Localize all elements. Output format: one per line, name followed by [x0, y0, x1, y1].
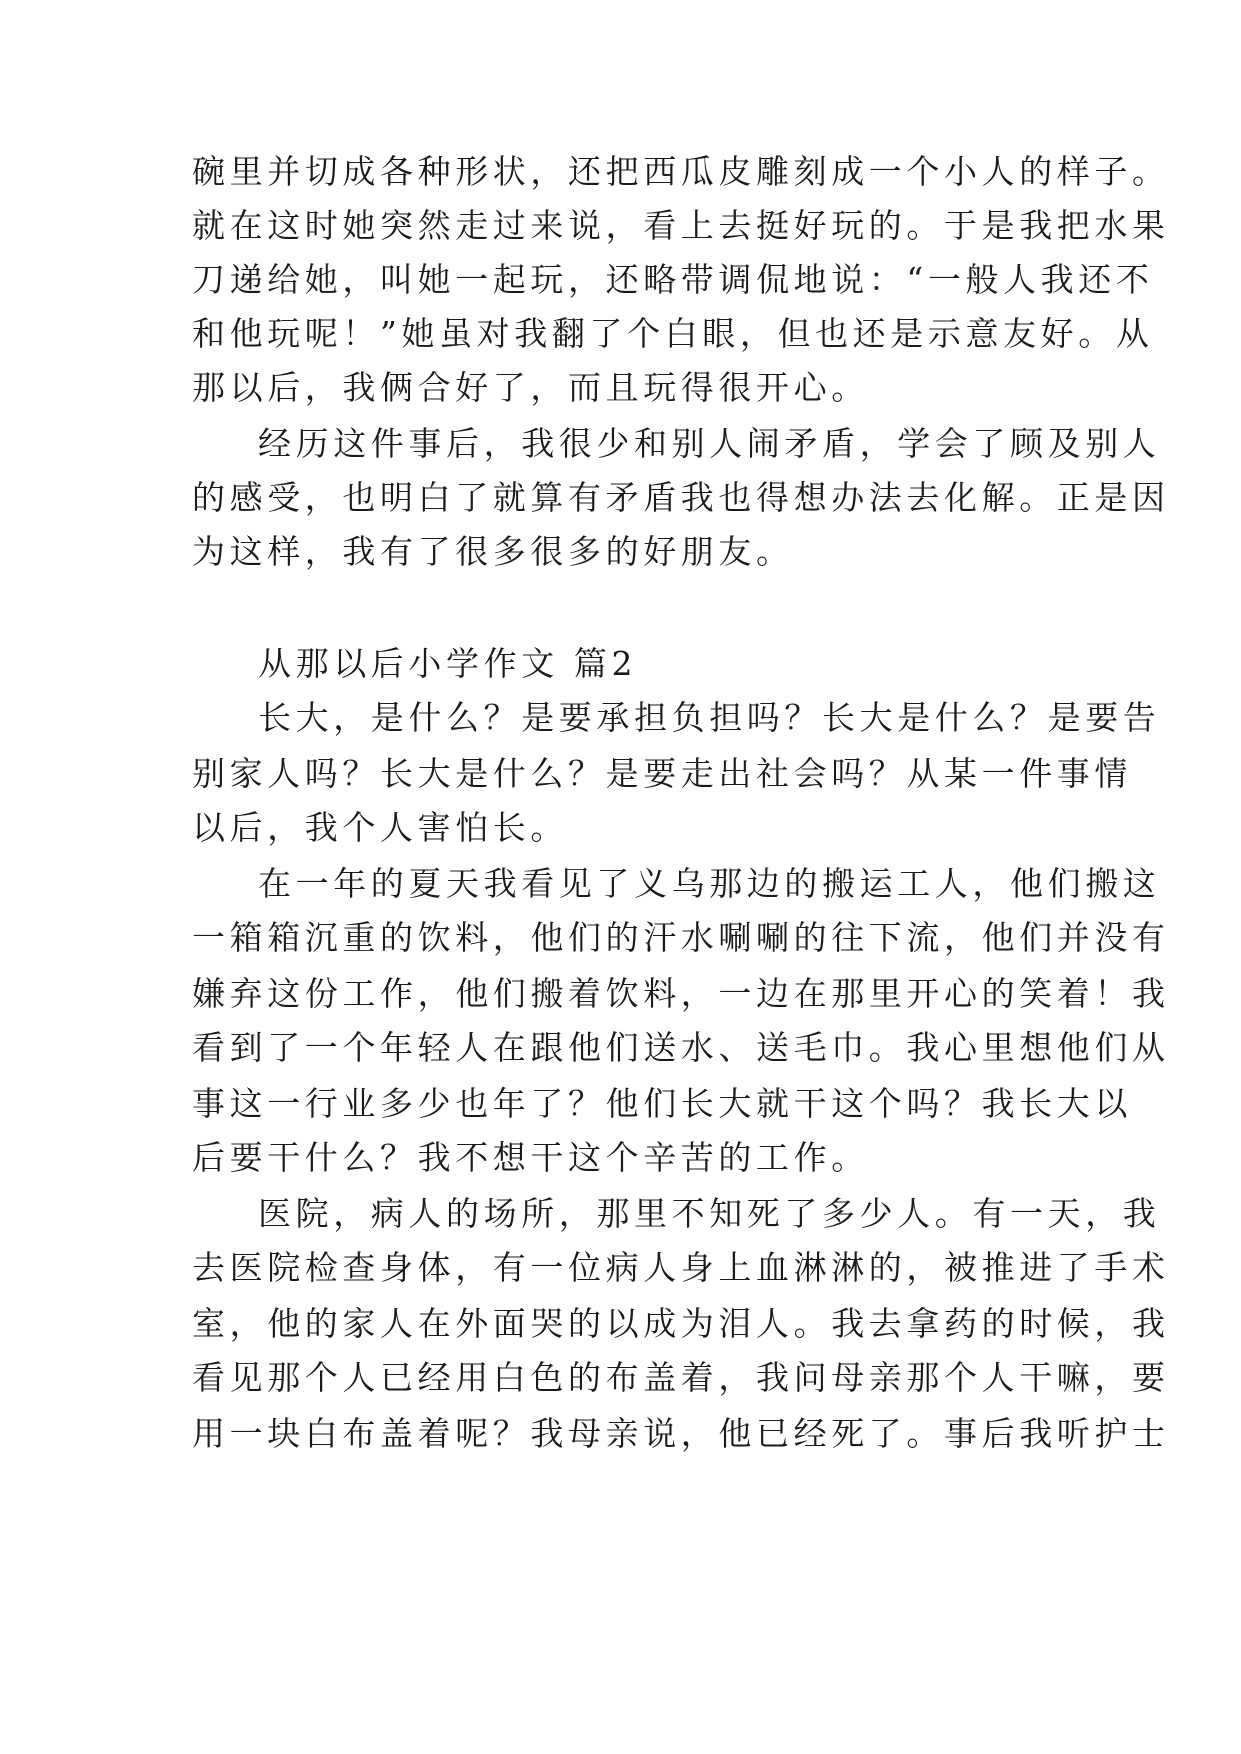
paragraph-4-line-4: 看到了一个年轻人在跟他们送水、送毛巾。我心里想他们从 — [192, 1028, 1170, 1067]
paragraph-4-line-6: 后要干什么？我不想干这个辛苦的工作。 — [192, 1138, 869, 1177]
paragraph-5-line-1: 医院，病人的场所，那里不知死了多少人。有一天，我 — [258, 1194, 1161, 1233]
paragraph-4-line-3: 嫌弃这份工作，他们搬着饮料，一边在那里开心的笑着！我 — [192, 974, 1170, 1013]
paragraph-1-line-1: 碗里并切成各种形状，还把西瓜皮雕刻成一个小人的样子。 — [192, 152, 1170, 191]
paragraph-2-line-3: 为这样，我有了很多很多的好朋友。 — [192, 532, 794, 571]
paragraph-5-line-3: 室，他的家人在外面哭的以成为泪人。我去拿药的时候，我 — [192, 1304, 1170, 1343]
paragraph-3-line-1: 长大，是什么？是要承担负担吗？长大是什么？是要告 — [258, 698, 1161, 737]
paragraph-5-line-4: 看见那个人已经用白色的布盖着，我问母亲那个人干嘛，要 — [192, 1358, 1170, 1397]
paragraph-1-line-2: 就在这时她突然走过来说，看上去挺好玩的。于是我把水果 — [192, 206, 1170, 245]
paragraph-1-line-4: 和他玩呢！”她虽对我翻了个白眼，但也还是示意友好。从 — [192, 314, 1154, 353]
paragraph-2-line-2: 的感受，也明白了就算有矛盾我也得想办法去化解。正是因 — [192, 478, 1170, 517]
paragraph-3-line-2: 别家人吗？长大是什么？是要走出社会吗？从某一件事情 — [192, 754, 1132, 793]
paragraph-2-line-1: 经历这件事后，我很少和别人闹矛盾，学会了顾及别人 — [258, 424, 1161, 463]
paragraph-5-line-2: 去医院检查身体，有一位病人身上血淋淋的，被推进了手术 — [192, 1248, 1170, 1287]
paragraph-1-line-5: 那以后，我俩合好了，而且玩得很开心。 — [192, 368, 869, 407]
paragraph-4-line-2: 一箱箱沉重的饮料，他们的汗水唰唰的往下流，他们并没有 — [192, 918, 1170, 957]
paragraph-3-line-3: 以后，我个人害怕长。 — [192, 808, 568, 847]
paragraph-5-line-5: 用一块白布盖着呢？我母亲说，他已经死了。事后我听护士 — [192, 1414, 1170, 1453]
paragraph-4-line-5: 事这一行业多少也年了？他们长大就干这个吗？我长大以 — [192, 1084, 1132, 1123]
section-title: 从那以后小学作文 篇2 — [258, 644, 638, 683]
paragraph-4-line-1: 在一年的夏天我看见了义乌那边的搬运工人，他们搬这 — [258, 864, 1161, 903]
paragraph-1-line-3: 刀递给她，叫她一起玩，还略带调侃地说：“一般人我还不 — [192, 260, 1154, 299]
